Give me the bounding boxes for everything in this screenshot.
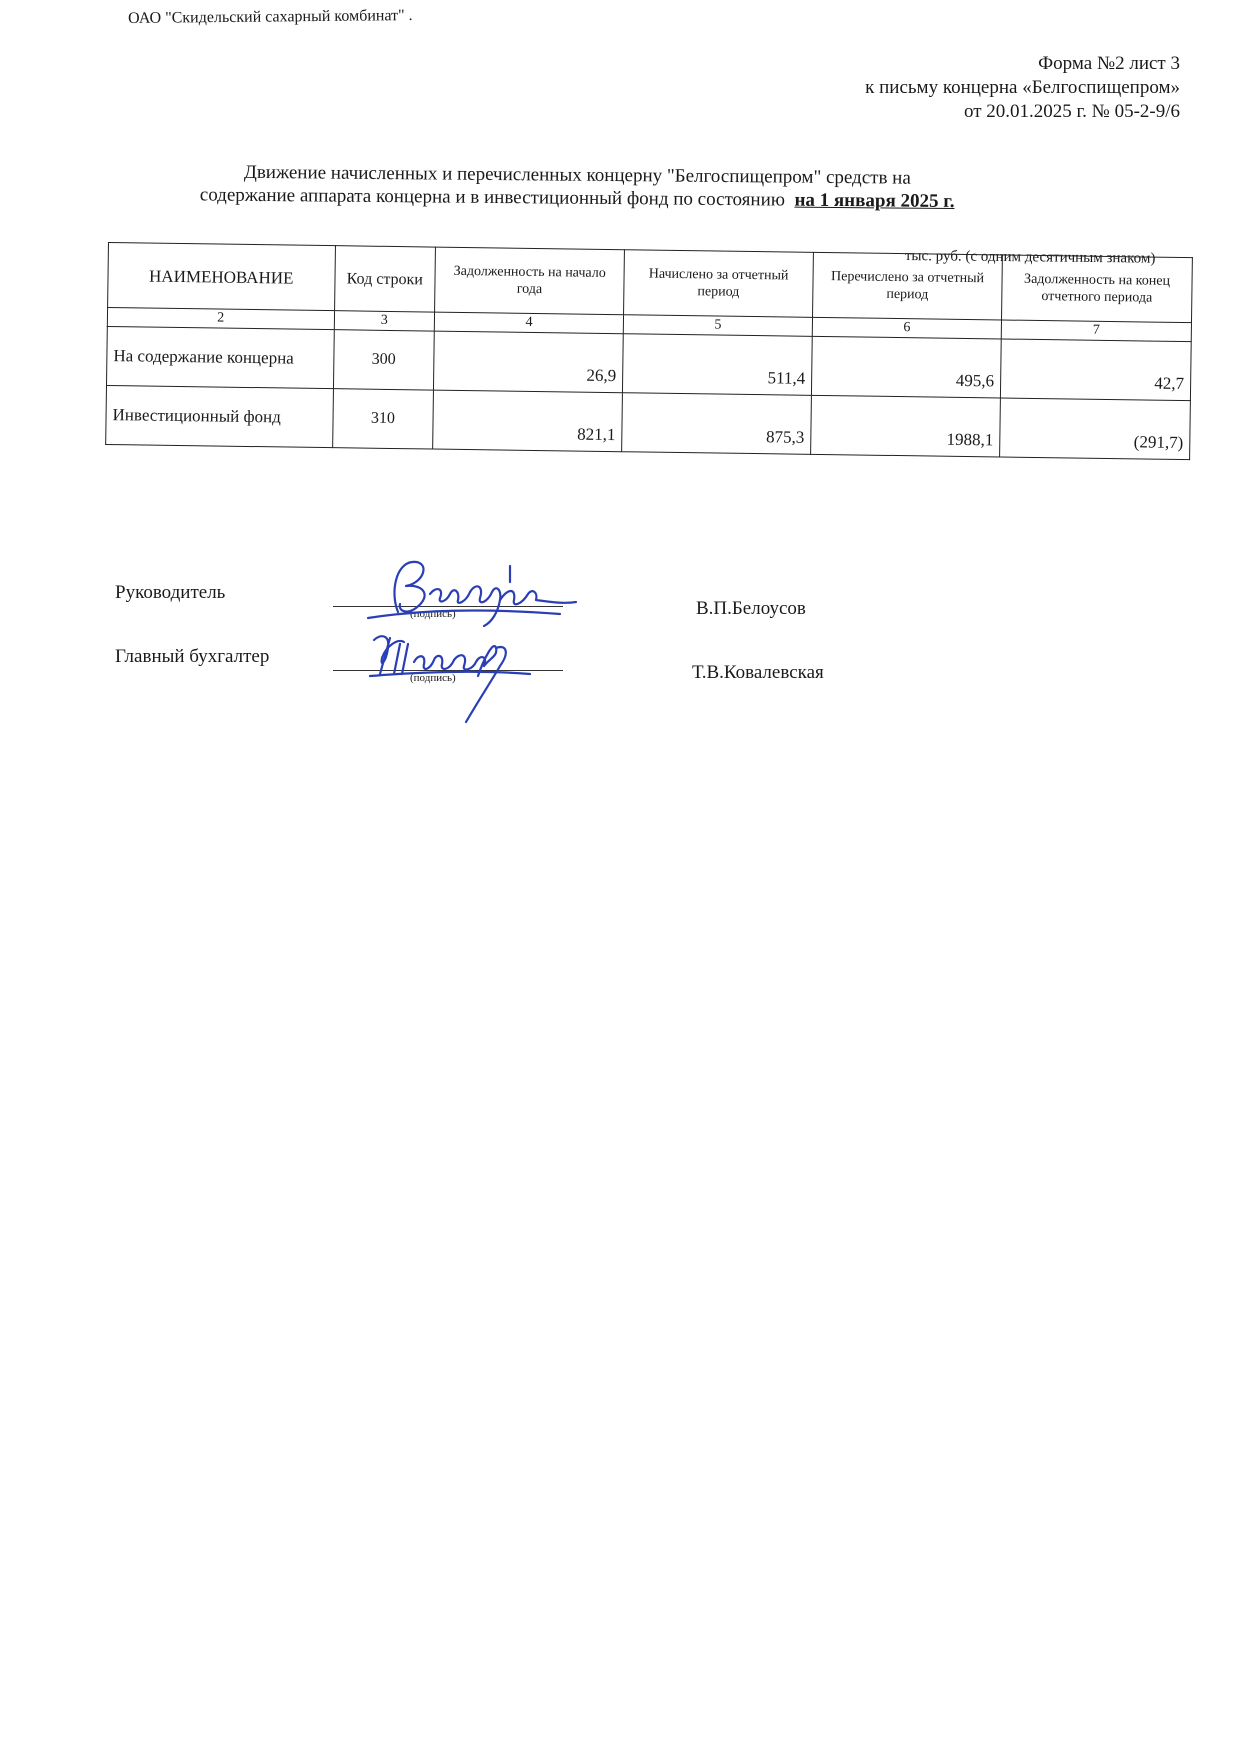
accountant-signature-caption: (подпись) xyxy=(410,672,456,684)
row-name: Инвестиционный фонд xyxy=(106,385,333,447)
column-number: 6 xyxy=(812,317,1001,339)
column-number: 2 xyxy=(107,308,334,330)
units-note: тыс. руб. (с одним десятичным знаком) xyxy=(904,248,1156,267)
header-name: НАИМЕНОВАНИЕ xyxy=(108,243,335,311)
title-line-2-prefix: содержание аппарата концерна и в инвестиционный фонд по состоянию xyxy=(199,184,786,211)
organization-name: ОАО "Скидельский сахарный комбинат" . xyxy=(128,7,413,27)
row-debt-end: 42,7 xyxy=(1000,339,1191,401)
form-reference xyxy=(865,52,1180,124)
row-debt-start: 26,9 xyxy=(434,331,624,393)
funds-table xyxy=(105,242,1193,460)
director-role: Руководитель xyxy=(115,582,226,603)
column-number: 4 xyxy=(434,312,623,334)
column-number: 5 xyxy=(623,315,812,337)
row-code: 300 xyxy=(333,330,434,390)
row-debt-end: (291,7) xyxy=(1000,398,1191,460)
director-name: В.П.Белоусов xyxy=(696,598,806,619)
director-signature-caption: (подпись) xyxy=(410,608,456,620)
accountant-signature-image xyxy=(360,618,600,728)
row-debt-start: 821,1 xyxy=(433,390,623,452)
row-code: 310 xyxy=(332,389,433,449)
form-ref-line-1: Форма №2 лист 3 xyxy=(1038,53,1180,74)
document-title xyxy=(150,160,1005,213)
column-number: 3 xyxy=(334,311,435,331)
header-code: Код строки xyxy=(334,246,435,312)
row-accrued: 511,4 xyxy=(623,334,813,396)
row-accrued: 875,3 xyxy=(622,393,812,455)
header-accrued: Начислено за отчетный период xyxy=(624,250,814,318)
column-number: 7 xyxy=(1001,320,1191,342)
accountant-name: Т.В.Ковалевская xyxy=(692,662,824,683)
title-line-1: Движение начисленных и перечисленных концерну "Белгоспищепром" средств на xyxy=(243,161,911,189)
header-transferred: Перечислено за отчетный период xyxy=(813,252,1003,320)
accountant-role: Главный бухгалтер xyxy=(115,646,270,667)
form-ref-line-2: к письму концерна «Белгоспищепром» xyxy=(865,77,1180,98)
funds-table-grid xyxy=(105,242,1193,460)
row-name: На содержание концерна xyxy=(106,326,333,388)
header-debt-end: Задолженность на конец отчетного периода xyxy=(1001,255,1192,323)
title-report-date: на 1 января 2025 г. xyxy=(794,189,955,213)
header-debt-start: Задолженность на начало года xyxy=(435,247,625,315)
row-transferred: 495,6 xyxy=(811,336,1001,398)
row-transferred: 1988,1 xyxy=(811,395,1001,457)
form-ref-line-3: от 20.01.2025 г. № 05-2-9/6 xyxy=(963,101,1180,122)
